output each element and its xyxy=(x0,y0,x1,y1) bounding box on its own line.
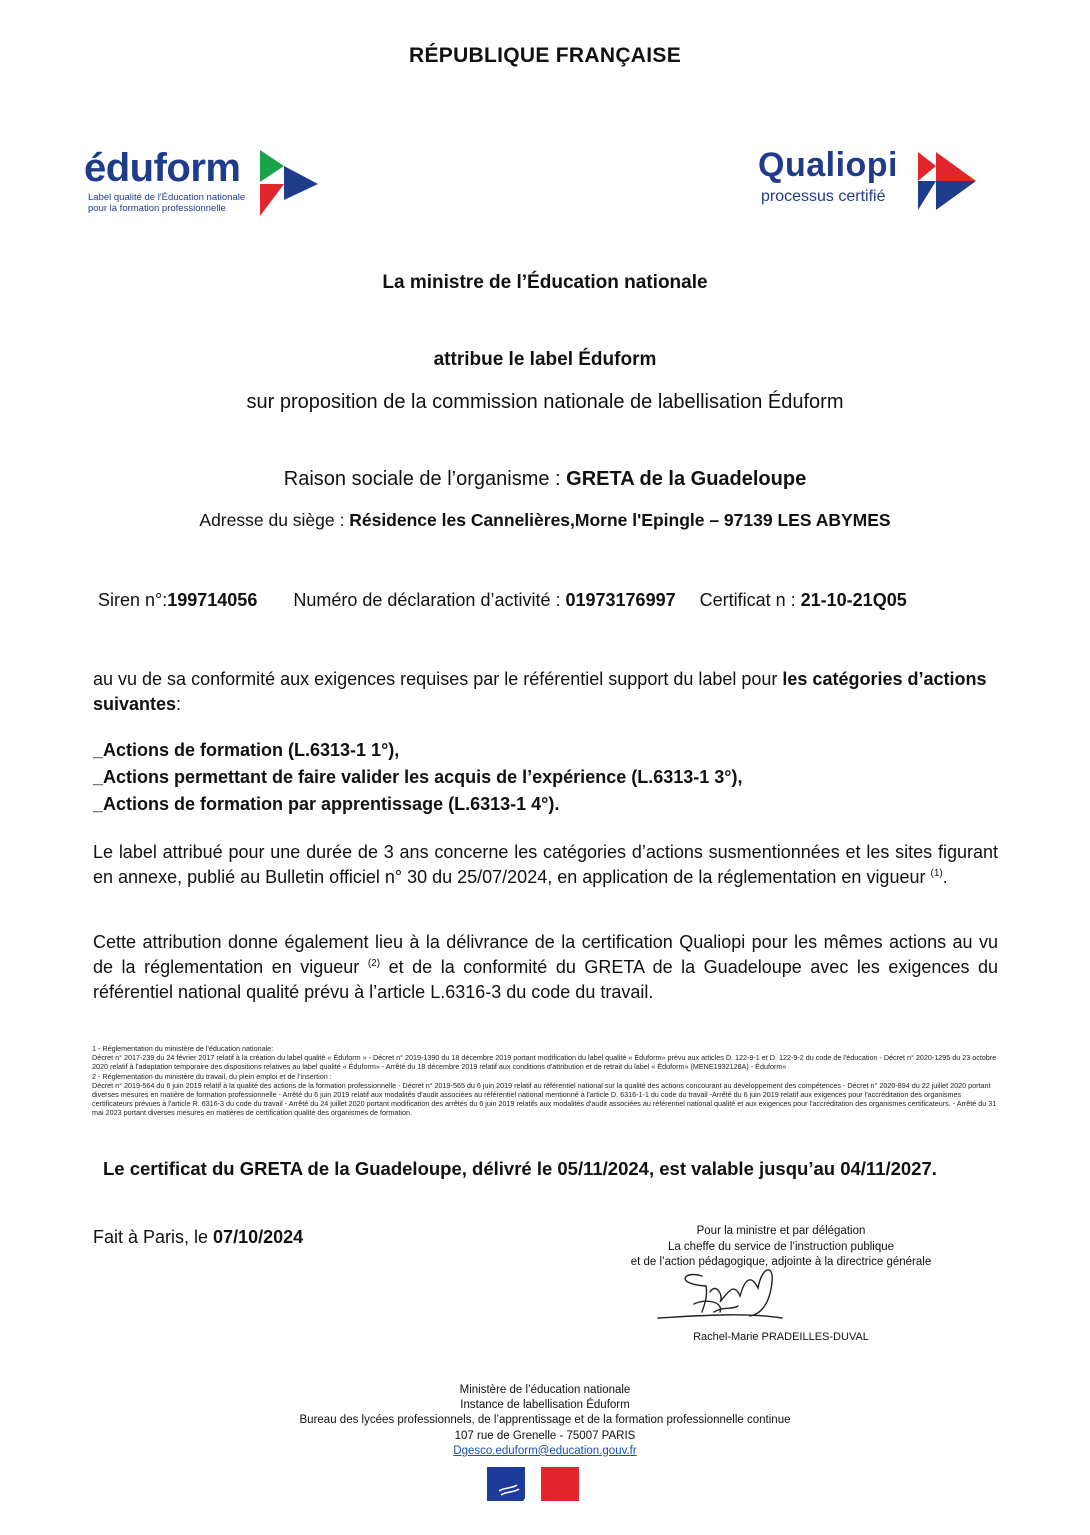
eduform-green-triangle xyxy=(260,150,284,182)
conformite-text: au vu de sa conformité aux exigences requises par le référentiel support du label pour xyxy=(93,669,783,689)
eduform-triangles-icon xyxy=(260,150,320,216)
fait-label: Fait à Paris, le xyxy=(93,1227,214,1247)
adresse-label: Adresse du siège : xyxy=(199,510,350,530)
siren-label: Siren n°: xyxy=(98,590,168,610)
raison-sociale-label: Raison sociale de l’organisme : xyxy=(283,468,567,490)
action-item: _Actions de formation par apprentissage (L.6313-1 4°). xyxy=(93,794,560,814)
footnote-text-2: Décret n° 2019-564 du 6 juin 2019 relatif à la qualité des actions de la formation professionnelle - Décret n° 2019-565 du 6 juin 2019 relatif au référentiel national sur la qualité des actions concourant au développement des compétences - Décret n° 2020-894 du 22 juillet 2020 portant diverses mesures en matière de formation professionnelle - Arrêté du 6 juin 2019 relatif aux modalités d'audit associées au référentiel national mentionné à l'article D. 6316-1-1 du code du travail -Arrêté du 6 juin 2019 relatif aux exigences pour l'accréditation des organismes certificateurs prévues à l'article R. 6316-3 du code du travail - Arrêté du 24 juillet 2020 portant modification des arrêtés du 6 juin 2019 relatifs aux modalités d'audit associées au référentiel national qualité et aux exigences pour l'accréditation des organismes certificateurs. - Arrêté du 31 mai 2023 portant diverses mesures en matières de certification qualité des organismes de formation. xyxy=(92,1080,997,1118)
footer-street: 107 rue de Grenelle - 75007 PARIS xyxy=(454,1429,636,1442)
eduform-tagline-line2: pour la formation professionnelle xyxy=(88,203,226,214)
raison-sociale-value: GRETA de la Guadeloupe xyxy=(566,468,807,490)
siren-value: 199714056 xyxy=(167,590,258,610)
republique-francaise-title: RÉPUBLIQUE FRANÇAISE xyxy=(408,44,682,67)
fait-a-paris xyxy=(93,1227,303,1248)
declaration-label: Numéro de déclaration d’activité : xyxy=(293,590,566,610)
footer-address xyxy=(0,1383,1090,1459)
adresse-value: Résidence les Cannelières,Morne l'Epingle – 97139 LES ABYMES xyxy=(349,510,891,530)
actions-list xyxy=(93,737,998,818)
proposition-line: sur proposition de la commission nationale de labellisation Éduform xyxy=(246,391,844,413)
signature-line-1: Pour la ministre et par délégation xyxy=(696,1225,866,1237)
attribue-heading: attribue le label Éduform xyxy=(433,349,657,370)
qualiopi-logo xyxy=(756,146,986,212)
fait-date: 07/10/2024 xyxy=(213,1227,304,1247)
signature-line-2: La cheffe du service de l’instruction publique xyxy=(667,1240,895,1253)
marianne-republic-logo-icon xyxy=(487,1467,579,1501)
footnote-text-1: Décret n° 2017-239 du 24 février 2017 relatif à la création du label qualité « Éduform » - Décret n° 2019-1390 du 18 décembre 2019 portant modification du label qualité « Éduform» prévu aux articles D. 122-9-1 et D. 122-9-2 du code de l'éducation - Décret n° 2020-1295 du 23 octobre 2020 relatif à l'adaptation temporaire des dispositions relatives au label qualité « Éduform» - Arrêté du 18 décembre 2019 relatif aux conditions d'attribution et de retrait du label « Éduform» (MENE1932128A) - Éduform» xyxy=(92,1053,997,1072)
label-duration-paragraph xyxy=(93,840,998,890)
qualiopi-wordmark: Qualiopi xyxy=(758,146,898,184)
conformite-end: : xyxy=(176,694,182,714)
qualiopi-paragraph xyxy=(93,930,998,1005)
qualiopi-para-text-1: Cette attribution donne également lieu à la délivrance de la certification Qualiopi pour les mêmes actions au vu de la réglementation en vigueur xyxy=(93,932,998,977)
handwritten-signature-icon xyxy=(654,1262,814,1324)
footer-ministry: Ministère de l’éducation nationale xyxy=(459,1384,631,1396)
label-para-end: . xyxy=(942,867,948,887)
raison-sociale xyxy=(0,468,1090,491)
footnotes xyxy=(92,1044,1000,1118)
qualiopi-para-text-2: et de la conformité du GRETA de la Guadeloupe avec les exigences du référentiel national qualité prévu à l’article L.6316-3 du code du travail. xyxy=(93,957,999,1002)
minister-heading: La ministre de l’Éducation nationale xyxy=(382,272,708,293)
action-item: _Actions de formation (L.6313-1 1°), xyxy=(93,740,400,760)
signer-name: Rachel-Marie PRADEILLES-DUVAL xyxy=(693,1331,869,1343)
validity-statement: Le certificat du GRETA de la Guadeloupe, délivré le 05/11/2024, est valable jusqu’au 04/11/2027. xyxy=(103,1158,937,1179)
adresse-siege xyxy=(0,510,1090,531)
eduform-tagline-line1: Label qualité de l'Éducation nationale xyxy=(88,192,246,203)
footnote-heading-1: 1 - Réglementation du ministère de l'éducation nationale: xyxy=(92,1044,274,1053)
eduform-tagline xyxy=(88,192,245,214)
qualiopi-tagline: processus certifié xyxy=(761,188,886,205)
footer-instance: Instance de labellisation Éduform xyxy=(460,1399,630,1412)
footnote-ref-1: (1) xyxy=(930,868,943,879)
declaration-value: 01973176997 xyxy=(565,590,676,610)
signature-block xyxy=(626,1224,936,1343)
identifiers-row xyxy=(98,590,907,611)
label-para-text: Le label attribué pour une durée de 3 ans concerne les catégories d’actions susmentionnées et les sites figurant en annexe, publié au Bulletin officiel n° 30 du 25/07/2024, en application de la réglementation en vigueur xyxy=(93,842,998,887)
certificat-label: Certificat n : xyxy=(699,590,801,610)
eduform-red-triangle xyxy=(260,184,284,216)
footer-bureau: Bureau des lycées professionnels, de l’apprentissage et de la formation professionnelle continue xyxy=(299,1414,791,1427)
footnote-ref-2: (2) xyxy=(367,958,381,969)
certificat-value: 21-10-21Q05 xyxy=(800,590,907,610)
conformite-bold: les catégories d’actions suivantes xyxy=(93,669,987,714)
eduform-logo xyxy=(84,148,324,220)
eduform-blue-triangle xyxy=(284,166,318,200)
footer-email-link[interactable]: Dgesco.eduform@education.gouv.fr xyxy=(453,1444,637,1457)
footnote-heading-2: 2 - Réglementation du ministère du travail, du plein emploi et de l’insertion : xyxy=(92,1071,332,1081)
signature-line-3: et de l’action pédagogique, adjointe à la directrice générale xyxy=(630,1256,932,1268)
eduform-wordmark: éduform xyxy=(84,146,241,190)
conformite-paragraph xyxy=(93,667,998,717)
action-item: _Actions permettant de faire valider les acquis de l’expérience (L.6313-1 3°), xyxy=(93,767,743,787)
qualiopi-arrows-icon xyxy=(918,152,978,210)
